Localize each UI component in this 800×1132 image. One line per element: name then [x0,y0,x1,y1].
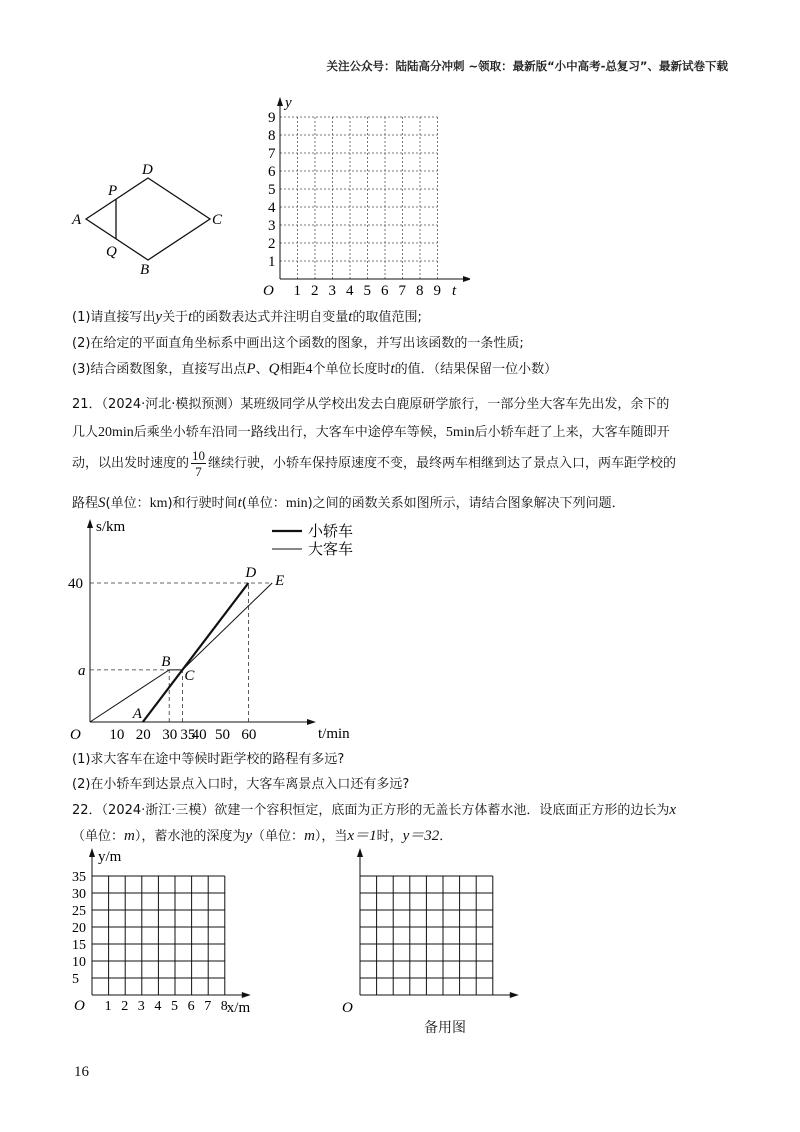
x-tick-label: 5 [363,283,371,299]
y-tick-label: 10 [72,955,86,970]
y-tick-label: 9 [268,110,276,126]
x-axis-label: x/m [226,1000,251,1015]
x-tick-label: 50 [215,727,230,743]
point-label-a: A [132,706,142,722]
q22-line1: 22．（2024·浙江·三模）欲建一个容积恒定，底面为正方形的无盖长方体蓄水池．设底面正方形的边长为x [72,802,677,818]
x-tick-label: 2 [311,283,319,299]
q20-part3: (3)结合函数图象，直接写出点P、Q相距4个单位长度时t的值．（结果保留一位小数） [72,361,558,377]
label-d: D [142,162,153,178]
x-tick-label: 4 [346,283,354,299]
x-tick-label: 7 [398,283,406,299]
y-tick-label: 4 [268,200,276,216]
point-label-b: B [161,653,171,670]
x-axis-label: t [452,283,457,299]
y-tick-label: 8 [268,128,276,144]
x-tick-label: 1 [293,283,301,299]
y-axis-arrow [277,97,283,106]
origin-label: O [74,998,85,1014]
y-axis-label: y/m [98,849,122,865]
x-tick-label: 9 [433,283,441,299]
x-tick-label: 20 [135,727,151,743]
y-tick-label: 2 [268,236,276,252]
x-tick-label: 35 [180,727,196,743]
q21-line2: 几人20min后乘坐小轿车沿同一路线出行，大客车中途停车等候，5min后小轿车赶了上来，大客车随即开 [72,425,670,440]
y-tick-label: 6 [268,164,276,180]
coordinate-grid-2 [60,845,280,1015]
x-axis-arrow [463,276,470,282]
label-b: B [140,262,150,278]
legend-bus-label: 大客车 [308,542,354,558]
y-axis-arrow [357,848,363,857]
y-tick-label: 20 [72,921,86,936]
y-tick-label: 7 [268,146,276,162]
y-axis-arrow [89,848,95,857]
x-tick-label: 1 [104,999,112,1014]
y-tick-label: 15 [72,938,86,953]
coordinate-grid-spare [340,845,540,1015]
x-tick-label: 7 [204,999,212,1014]
label-q: Q [106,244,117,260]
x-tick-label: 6 [187,999,195,1014]
q21-sub1: (1)求大客车在途中等候时距学校的路程有多远? [72,752,345,767]
y-tick-label-40: 40 [68,576,83,592]
distance-time-chart [60,515,380,745]
x-tick-label: 60 [241,727,257,743]
label-p: P [108,183,118,199]
y-tick-label: 3 [268,218,276,234]
y-axis-arrow [87,519,93,528]
x-tick-label: 8 [416,283,424,299]
x-tick-label: 3 [328,283,336,299]
x-tick-label: 8 [220,999,228,1014]
x-tick-label: 4 [154,999,162,1014]
x-tick-label: 2 [121,999,129,1014]
x-tick-label: 10 [109,727,125,743]
q21-line4: 路程S(单位：km)和行驶时间t(单位：min)之间的函数关系如图所示，请结合图象解决下列问题． [72,495,625,511]
x-tick-label: 30 [162,727,178,743]
origin-label: O [70,727,81,743]
q21-line1: 21．（2024·河北·模拟预测）某班级同学从学校出发去白鹿原研学旅行，一部分坐大客车先出发，余下的 [72,397,670,412]
series-car-line [143,583,249,722]
rhombus-figure [60,150,240,290]
label-a: A [72,212,82,228]
spare-grid-caption: 备用图 [424,1021,466,1036]
point-label-c: C [184,667,195,684]
q21-sub2: (2)在小轿车到达景点入口时，大客车离景点入口还有多远? [72,777,410,792]
y-tick-label: 30 [72,887,86,902]
fraction: $\frac{10}{7}$ [192,448,206,479]
x-tick-label: 3 [137,999,145,1014]
y-tick-label: 35 [72,870,86,885]
point-label-d: D [245,565,257,581]
page-header: 关注公众号：陆陆高分冲刺 ~领取：最新版“小中高考-总复习”、最新试卷下载 [326,59,728,73]
q20-part2: (2)在给定的平面直角坐标系中画出这个函数的图象，并写出该函数的一条性质; [72,336,524,351]
x-tick-label: 5 [171,999,178,1014]
legend-car-label: 小轿车 [308,524,354,540]
x-axis-arrow [307,719,316,725]
x-tick-label: 6 [381,283,389,299]
series-bus-line [90,583,272,722]
coordinate-grid-1 [250,95,470,300]
y-tick-label: 5 [268,182,276,198]
page-number: 16 [74,1064,89,1080]
q20-part1: (1)请直接写出y关于t的函数表达式并注明自变量t的取值范围; [72,309,422,325]
y-tick-label: 5 [72,972,79,987]
x-axis-label: t/min [318,726,350,742]
x-axis-arrow [510,992,519,998]
y-tick-label: 25 [72,904,86,919]
x-axis-arrow [242,992,251,998]
y-tick-label: 1 [268,254,276,270]
y-axis-label: y [285,95,292,111]
label-c: C [212,212,223,228]
origin-label: O [263,283,274,299]
y-tick-label-a: a [78,662,86,679]
y-axis-label: s/km [96,519,126,535]
q21-line3: 动，以出发时速度的 $\frac{10}{7}$ 继续行驶，小轿车保持原速度不变，最终两车相继到达了景点入口，两车距学校的 [72,448,677,479]
x-tick-label: 40 [191,727,207,743]
point-label-e: E [275,573,285,589]
q22-line2: （单位：m），蓄水池的深度为y（单位：m），当x＝1时，y＝32． [72,828,453,844]
origin-label: O [342,1000,353,1015]
